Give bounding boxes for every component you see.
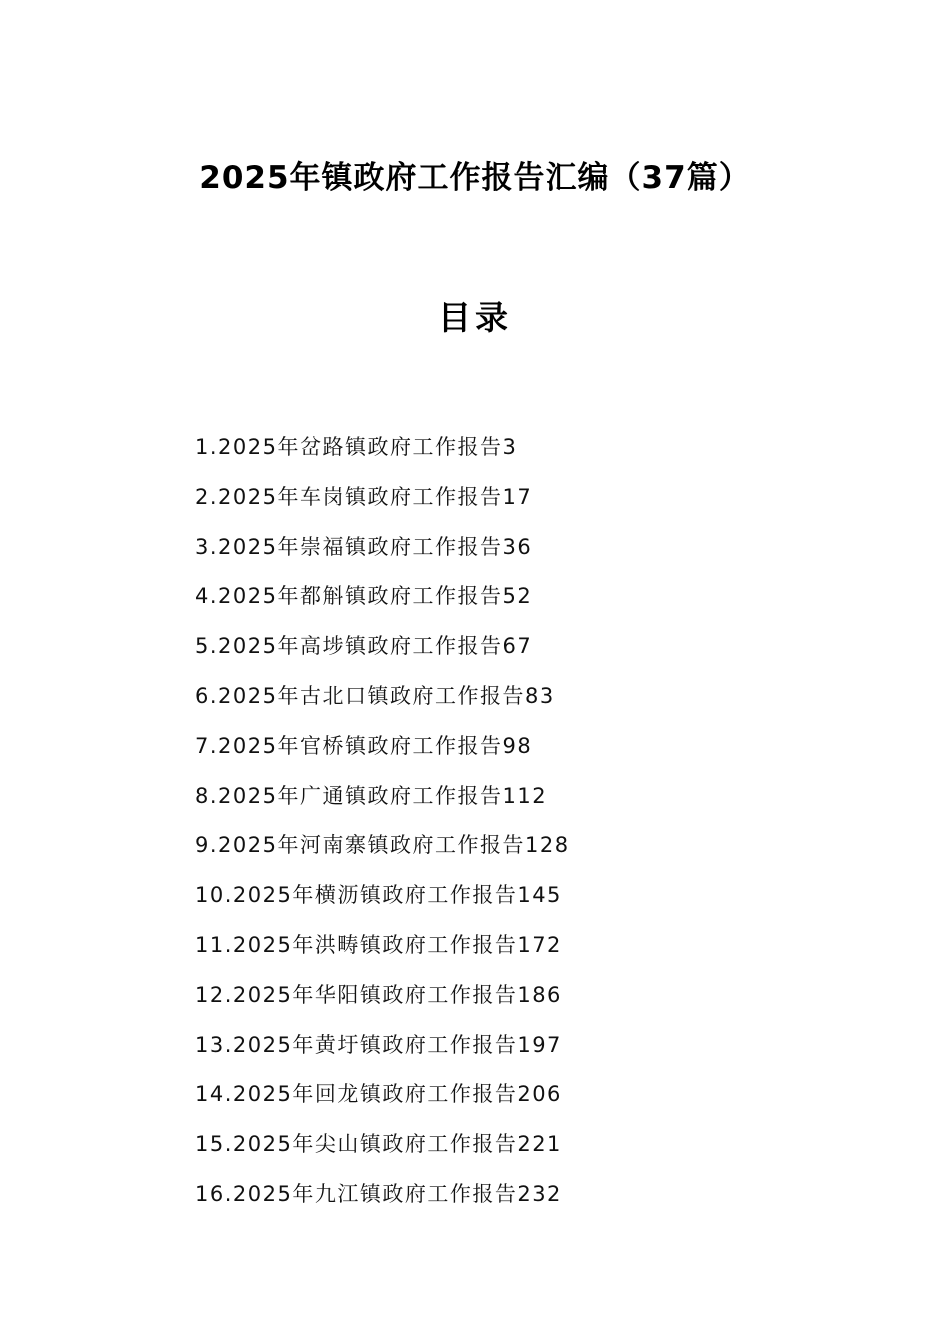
- toc-item-text[interactable]: 10.2025年横沥镇政府工作报告145: [195, 883, 562, 908]
- toc-item-text[interactable]: 16.2025年九江镇政府工作报告232: [195, 1181, 562, 1206]
- toc-item[interactable]: [195, 928, 895, 978]
- toc-item[interactable]: [195, 579, 895, 629]
- toc-item[interactable]: [195, 1077, 895, 1127]
- toc-item[interactable]: [195, 629, 895, 679]
- toc-item-text[interactable]: 8.2025年广通镇政府工作报告112: [195, 783, 548, 808]
- toc-item[interactable]: [195, 828, 895, 878]
- toc-item[interactable]: [195, 779, 895, 829]
- document-title: 2025年镇政府工作报告汇编（37篇）: [199, 160, 751, 196]
- toc-item-text[interactable]: 7.2025年官桥镇政府工作报告98: [195, 733, 533, 758]
- toc-item[interactable]: [195, 878, 895, 928]
- toc-item[interactable]: [195, 1177, 895, 1227]
- toc-item-text[interactable]: 3.2025年崇福镇政府工作报告36: [195, 534, 533, 559]
- toc-item[interactable]: [195, 480, 895, 530]
- toc-item-text[interactable]: 6.2025年古北口镇政府工作报告83: [195, 683, 555, 708]
- toc-item-text[interactable]: 4.2025年都斛镇政府工作报告52: [195, 584, 533, 609]
- toc-item-text[interactable]: 13.2025年黄圩镇政府工作报告197: [195, 1032, 562, 1057]
- toc-item[interactable]: [195, 1127, 895, 1177]
- toc-item-text[interactable]: 11.2025年洪畴镇政府工作报告172: [195, 932, 562, 957]
- toc-item-text[interactable]: 12.2025年华阳镇政府工作报告186: [195, 982, 562, 1007]
- toc-item-text[interactable]: 1.2025年岔路镇政府工作报告3: [195, 435, 518, 459]
- toc-item-text[interactable]: 2.2025年车岗镇政府工作报告17: [195, 484, 533, 509]
- toc-item[interactable]: [195, 679, 895, 729]
- toc-item[interactable]: [195, 530, 895, 580]
- toc-item[interactable]: [195, 430, 895, 480]
- toc-item[interactable]: [195, 978, 895, 1028]
- toc-item[interactable]: [195, 729, 895, 779]
- toc-item-text[interactable]: 9.2025年河南寨镇政府工作报告128: [195, 833, 570, 858]
- toc-item-text[interactable]: 15.2025年尖山镇政府工作报告221: [195, 1132, 562, 1157]
- toc-list: [195, 430, 895, 1227]
- toc-heading: 目录: [438, 298, 512, 337]
- toc-item-text[interactable]: 5.2025年高埗镇政府工作报告67: [195, 634, 533, 659]
- toc-item[interactable]: [195, 1028, 895, 1078]
- toc-item-text[interactable]: 14.2025年回龙镇政府工作报告206: [195, 1082, 562, 1107]
